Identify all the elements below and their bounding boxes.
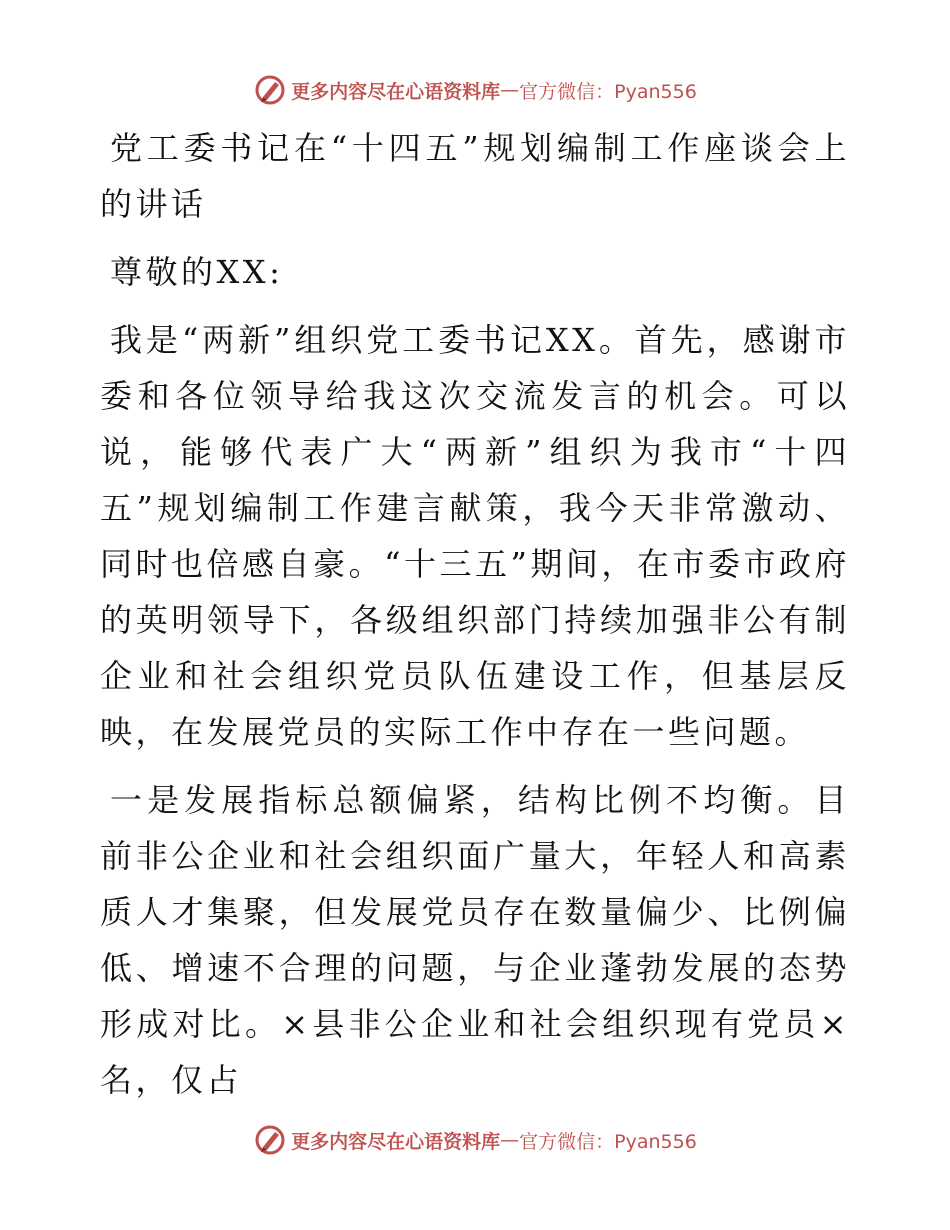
pen-circle-logo-icon — [253, 1123, 287, 1157]
watermark-main-text: 更多内容尽在心语资料库 — [291, 1130, 501, 1153]
watermark-dash: — — [500, 79, 520, 101]
watermark-main-text: 更多内容尽在心语资料库 — [291, 80, 501, 103]
body-paragraph: 一是发展指标总额偏紧，结构比例不均衡。目前非公企业和社会组织面广量大，年轻人和高素质人才集聚，但发展党员存在数量偏少、比例偏低、增速不合理的问题，与企业蓬勃发展的态势形成对比。×县非公企业和社会组织现有党员×名，仅占 — [100, 781, 850, 1099]
document-body — [100, 120, 850, 1120]
watermark-wechat-text: 官方微信：Pyan556 — [519, 1130, 697, 1153]
body-paragraph: 我是“两新”组织党工委书记XX。首先，感谢市委和各位领导给我这次交流发言的机会。可以说，能够代表广大“两新”组织为我市“十四五”规划编制工作建言献策，我今天非常激动、同时也倍感自豪。“十三五”期间，在市委市政府的英明领导下，各级组织部门持续加强非公有制企业和社会组织党员队伍建设工作，但基层反映，在发展党员的实际工作中存在一些问题。 — [100, 321, 850, 751]
watermark-wechat-text: 官方微信：Pyan556 — [519, 80, 697, 103]
document-title: 党工委书记在“十四五”规划编制工作座谈会上的讲话 — [100, 129, 850, 223]
watermark-dash: — — [500, 1129, 520, 1151]
watermark-banner-top — [0, 70, 950, 110]
pen-circle-logo-icon — [253, 73, 287, 107]
document-greeting: 尊敬的XX: — [110, 253, 284, 291]
watermark-banner-bottom — [0, 1120, 950, 1160]
